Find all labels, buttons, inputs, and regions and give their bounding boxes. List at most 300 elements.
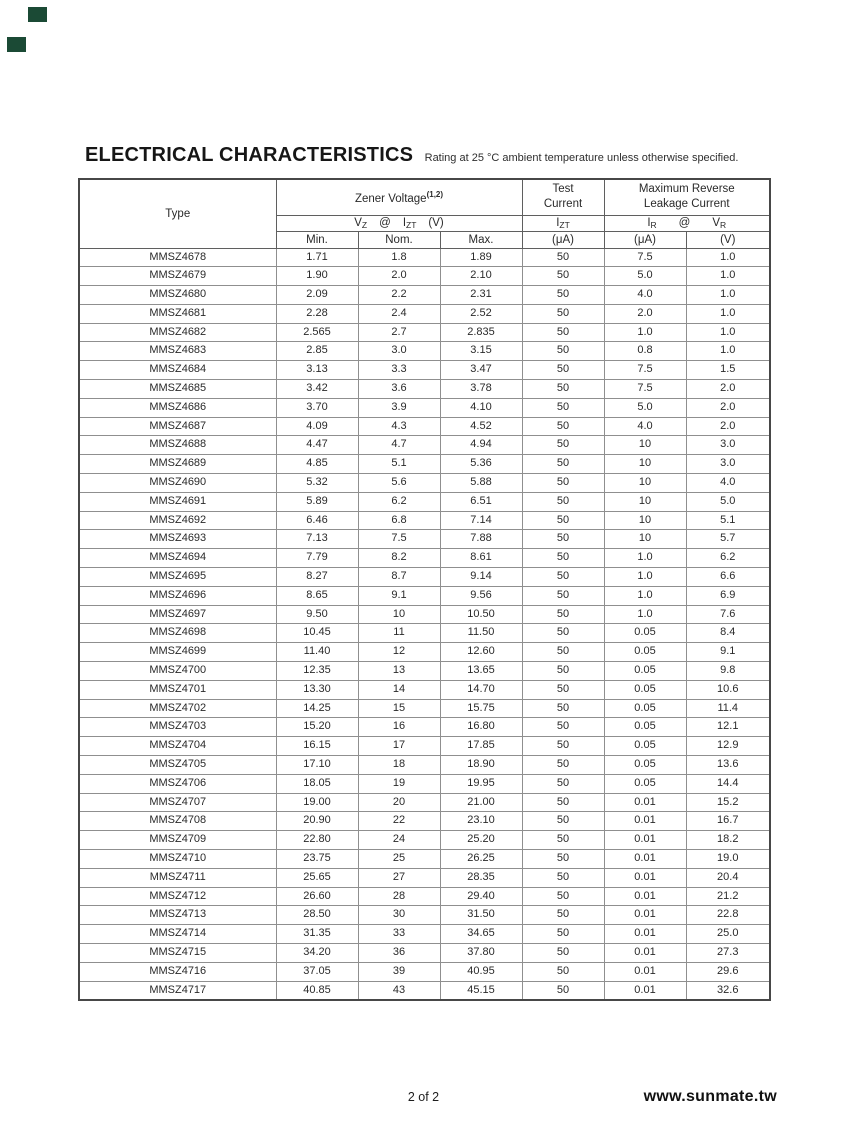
table-row bbox=[79, 943, 770, 962]
vr-cell: 10.6 bbox=[686, 680, 770, 699]
vz-max-cell: 4.10 bbox=[440, 398, 522, 417]
ir-cell: 0.01 bbox=[604, 925, 686, 944]
type-cell: MMSZ4700 bbox=[79, 662, 276, 681]
ir-cell: 10 bbox=[604, 511, 686, 530]
vz-min-cell: 19.00 bbox=[276, 793, 358, 812]
type-cell: MMSZ4704 bbox=[79, 737, 276, 756]
corner-mark bbox=[28, 7, 47, 22]
table-row bbox=[79, 793, 770, 812]
type-cell: MMSZ4714 bbox=[79, 925, 276, 944]
table-row bbox=[79, 248, 770, 267]
vz-max-cell: 10.50 bbox=[440, 605, 522, 624]
ir-cell: 5.0 bbox=[604, 398, 686, 417]
vz-min-cell: 34.20 bbox=[276, 943, 358, 962]
vr-cell: 1.0 bbox=[686, 267, 770, 286]
vz-max-cell: 14.70 bbox=[440, 680, 522, 699]
type-cell: MMSZ4708 bbox=[79, 812, 276, 831]
vr-cell: 2.0 bbox=[686, 380, 770, 399]
izt-cell: 50 bbox=[522, 831, 604, 850]
ir-cell: 0.05 bbox=[604, 718, 686, 737]
table-row bbox=[79, 718, 770, 737]
ir-cell: 1.0 bbox=[604, 549, 686, 568]
vz-max-cell: 31.50 bbox=[440, 906, 522, 925]
vr-cell: 5.1 bbox=[686, 511, 770, 530]
vz-nom-cell: 25 bbox=[358, 850, 440, 869]
table-row bbox=[79, 323, 770, 342]
vz-symbol: $V_Z$ bbox=[354, 216, 368, 230]
type-cell: MMSZ4690 bbox=[79, 474, 276, 493]
table-row bbox=[79, 455, 770, 474]
vr-cell: 19.0 bbox=[686, 850, 770, 869]
ir-cell: 0.01 bbox=[604, 850, 686, 869]
ir-cell: 5.0 bbox=[604, 267, 686, 286]
izt-cell: 50 bbox=[522, 718, 604, 737]
vz-min-cell: 37.05 bbox=[276, 962, 358, 981]
vz-min-cell: 2.565 bbox=[276, 323, 358, 342]
type-cell: MMSZ4711 bbox=[79, 868, 276, 887]
vz-min-cell: 8.27 bbox=[276, 568, 358, 587]
izt-cell: 50 bbox=[522, 342, 604, 361]
vz-nom-cell: 2.7 bbox=[358, 323, 440, 342]
vz-min-cell: 14.25 bbox=[276, 699, 358, 718]
ir-cell: 1.0 bbox=[604, 586, 686, 605]
page-title: ELECTRICAL CHARACTERISTICS bbox=[85, 144, 414, 166]
vr-cell: 32.6 bbox=[686, 981, 770, 1000]
type-cell: MMSZ4683 bbox=[79, 342, 276, 361]
type-cell: MMSZ4703 bbox=[79, 718, 276, 737]
izt-subheader: $I_{ZT}$ bbox=[522, 215, 604, 231]
ir-cell: 10 bbox=[604, 455, 686, 474]
izt-cell: 50 bbox=[522, 756, 604, 775]
table-row bbox=[79, 756, 770, 775]
vz-max-cell: 25.20 bbox=[440, 831, 522, 850]
electrical-characteristics-table bbox=[78, 178, 771, 1001]
ir-cell: 10 bbox=[604, 492, 686, 511]
vz-nom-cell: 39 bbox=[358, 962, 440, 981]
zener-voltage-label: Zener Voltage bbox=[354, 192, 427, 205]
vr-cell: 1.0 bbox=[686, 286, 770, 305]
ir-cell: 0.05 bbox=[604, 699, 686, 718]
vz-nom-cell: 3.0 bbox=[358, 342, 440, 361]
vz-nom-cell: 4.7 bbox=[358, 436, 440, 455]
vr-cell: 3.0 bbox=[686, 436, 770, 455]
izt-cell: 50 bbox=[522, 868, 604, 887]
vz-max-cell: 23.10 bbox=[440, 812, 522, 831]
izt-cell: 50 bbox=[522, 568, 604, 587]
vr-cell: 6.2 bbox=[686, 549, 770, 568]
izt-cell: 50 bbox=[522, 323, 604, 342]
table-row bbox=[79, 906, 770, 925]
vz-max-cell: 2.10 bbox=[440, 267, 522, 286]
izt-cell: 50 bbox=[522, 474, 604, 493]
izt-cell: 50 bbox=[522, 887, 604, 906]
table-row bbox=[79, 380, 770, 399]
vr-unit-header: (V) bbox=[686, 231, 770, 248]
type-cell: MMSZ4712 bbox=[79, 887, 276, 906]
vz-max-cell: 4.94 bbox=[440, 436, 522, 455]
type-cell: MMSZ4698 bbox=[79, 624, 276, 643]
ir-cell: 0.01 bbox=[604, 868, 686, 887]
izt-cell: 50 bbox=[522, 774, 604, 793]
type-cell: MMSZ4701 bbox=[79, 680, 276, 699]
vz-nom-cell: 27 bbox=[358, 868, 440, 887]
vz-nom-cell: 28 bbox=[358, 887, 440, 906]
ir-cell: 10 bbox=[604, 436, 686, 455]
type-cell: MMSZ4686 bbox=[79, 398, 276, 417]
vz-min-cell: 8.65 bbox=[276, 586, 358, 605]
vz-nom-cell: 4.3 bbox=[358, 417, 440, 436]
izt-cell: 50 bbox=[522, 605, 604, 624]
vz-min-cell: 11.40 bbox=[276, 643, 358, 662]
ir-cell: 4.0 bbox=[604, 417, 686, 436]
vr-cell: 9.1 bbox=[686, 643, 770, 662]
table-row bbox=[79, 887, 770, 906]
izt-cell: 50 bbox=[522, 304, 604, 323]
vz-max-cell: 2.835 bbox=[440, 323, 522, 342]
vz-max-cell: 40.95 bbox=[440, 962, 522, 981]
ir-cell: 0.01 bbox=[604, 831, 686, 850]
table-row bbox=[79, 568, 770, 587]
izt-cell: 50 bbox=[522, 511, 604, 530]
vz-nom-cell: 19 bbox=[358, 774, 440, 793]
vz-min-cell: 31.35 bbox=[276, 925, 358, 944]
vz-nom-cell: 8.7 bbox=[358, 568, 440, 587]
vz-max-cell: 45.15 bbox=[440, 981, 522, 1000]
type-cell: MMSZ4691 bbox=[79, 492, 276, 511]
vz-nom-cell: 17 bbox=[358, 737, 440, 756]
type-cell: MMSZ4715 bbox=[79, 943, 276, 962]
website-url: www.sunmate.tw bbox=[643, 1088, 777, 1105]
vz-nom-cell: 10 bbox=[358, 605, 440, 624]
vr-cell: 12.9 bbox=[686, 737, 770, 756]
vz-nom-cell: 7.5 bbox=[358, 530, 440, 549]
vr-cell: 22.8 bbox=[686, 906, 770, 925]
vr-cell: 13.6 bbox=[686, 756, 770, 775]
table-row bbox=[79, 981, 770, 1000]
table-row bbox=[79, 680, 770, 699]
test-current-line1: Test bbox=[552, 183, 574, 196]
vz-nom-cell: 22 bbox=[358, 812, 440, 831]
vz-nom-cell: 13 bbox=[358, 662, 440, 681]
table-row bbox=[79, 304, 770, 323]
vz-nom-cell: 11 bbox=[358, 624, 440, 643]
vz-min-cell: 2.85 bbox=[276, 342, 358, 361]
vr-cell: 14.4 bbox=[686, 774, 770, 793]
vr-cell: 5.0 bbox=[686, 492, 770, 511]
izt-cell: 50 bbox=[522, 981, 604, 1000]
vr-cell: 27.3 bbox=[686, 943, 770, 962]
ir-unit-header: (μA) bbox=[604, 231, 686, 248]
ir-cell: 1.0 bbox=[604, 605, 686, 624]
table-row bbox=[79, 868, 770, 887]
page-subtitle: Rating at 25 °C ambient temperature unless otherwise specified. bbox=[424, 152, 739, 164]
izt-cell: 50 bbox=[522, 398, 604, 417]
vz-max-cell: 17.85 bbox=[440, 737, 522, 756]
type-cell: MMSZ4706 bbox=[79, 774, 276, 793]
type-cell: MMSZ4695 bbox=[79, 568, 276, 587]
vz-min-cell: 15.20 bbox=[276, 718, 358, 737]
min-column-header: Min. bbox=[276, 231, 358, 248]
ir-cell: 0.01 bbox=[604, 887, 686, 906]
table-row bbox=[79, 511, 770, 530]
izt-cell: 50 bbox=[522, 624, 604, 643]
izt-cell: 50 bbox=[522, 680, 604, 699]
izt-cell: 50 bbox=[522, 906, 604, 925]
table-row bbox=[79, 925, 770, 944]
vz-max-cell: 18.90 bbox=[440, 756, 522, 775]
vz-nom-cell: 3.3 bbox=[358, 361, 440, 380]
type-cell: MMSZ4692 bbox=[79, 511, 276, 530]
footnote-ref: (1,2) bbox=[426, 189, 444, 199]
izt-cell: 50 bbox=[522, 850, 604, 869]
vz-nom-cell: 3.6 bbox=[358, 380, 440, 399]
ir-cell: 0.01 bbox=[604, 793, 686, 812]
vz-min-cell: 13.30 bbox=[276, 680, 358, 699]
vz-max-cell: 28.35 bbox=[440, 868, 522, 887]
ir-cell: 7.5 bbox=[604, 380, 686, 399]
vz-min-cell: 7.13 bbox=[276, 530, 358, 549]
vz-max-cell: 13.65 bbox=[440, 662, 522, 681]
vr-cell: 2.0 bbox=[686, 398, 770, 417]
table-row bbox=[79, 774, 770, 793]
vz-max-cell: 16.80 bbox=[440, 718, 522, 737]
type-cell: MMSZ4679 bbox=[79, 267, 276, 286]
max-column-header: Max. bbox=[440, 231, 522, 248]
ir-cell: 7.5 bbox=[604, 248, 686, 267]
izt-cell: 50 bbox=[522, 436, 604, 455]
vz-nom-cell: 6.8 bbox=[358, 511, 440, 530]
table-row bbox=[79, 549, 770, 568]
table-row bbox=[79, 398, 770, 417]
ir-cell: 0.8 bbox=[604, 342, 686, 361]
leakage-line2: Leakage Current bbox=[643, 198, 730, 211]
vz-min-cell: 28.50 bbox=[276, 906, 358, 925]
vz-min-cell: 2.09 bbox=[276, 286, 358, 305]
vr-cell: 21.2 bbox=[686, 887, 770, 906]
vr-cell: 1.0 bbox=[686, 342, 770, 361]
vz-nom-cell: 24 bbox=[358, 831, 440, 850]
vr-cell: 5.7 bbox=[686, 530, 770, 549]
table-row bbox=[79, 850, 770, 869]
type-cell: MMSZ4710 bbox=[79, 850, 276, 869]
table-row bbox=[79, 492, 770, 511]
type-cell: MMSZ4687 bbox=[79, 417, 276, 436]
vz-min-cell: 20.90 bbox=[276, 812, 358, 831]
type-cell: MMSZ4716 bbox=[79, 962, 276, 981]
vz-max-cell: 6.51 bbox=[440, 492, 522, 511]
vz-min-cell: 2.28 bbox=[276, 304, 358, 323]
vr-cell: 3.0 bbox=[686, 455, 770, 474]
vr-cell: 20.4 bbox=[686, 868, 770, 887]
table-row bbox=[79, 737, 770, 756]
vz-nom-cell: 20 bbox=[358, 793, 440, 812]
type-cell: MMSZ4709 bbox=[79, 831, 276, 850]
test-current-header bbox=[522, 179, 604, 215]
nom-column-header: Nom. bbox=[358, 231, 440, 248]
vr-cell: 8.4 bbox=[686, 624, 770, 643]
zener-voltage-header bbox=[276, 179, 522, 215]
ir-symbol: $I_R$ bbox=[647, 216, 657, 230]
izt-cell: 50 bbox=[522, 248, 604, 267]
vz-min-cell: 9.50 bbox=[276, 605, 358, 624]
vz-max-cell: 29.40 bbox=[440, 887, 522, 906]
vz-max-cell: 5.88 bbox=[440, 474, 522, 493]
vz-min-cell: 10.45 bbox=[276, 624, 358, 643]
type-column-header: Type bbox=[79, 179, 276, 248]
leakage-line1: Maximum Reverse bbox=[638, 183, 735, 196]
izt-cell: 50 bbox=[522, 267, 604, 286]
izt-cell: 50 bbox=[522, 943, 604, 962]
vz-max-cell: 9.56 bbox=[440, 586, 522, 605]
table-row bbox=[79, 586, 770, 605]
table-row bbox=[79, 342, 770, 361]
vz-max-cell: 21.00 bbox=[440, 793, 522, 812]
vr-symbol: $V_R$ bbox=[712, 216, 727, 230]
vz-min-cell: 25.65 bbox=[276, 868, 358, 887]
izt-cell: 50 bbox=[522, 492, 604, 511]
vr-cell: 1.5 bbox=[686, 361, 770, 380]
type-cell: MMSZ4694 bbox=[79, 549, 276, 568]
type-cell: MMSZ4678 bbox=[79, 248, 276, 267]
type-cell: MMSZ4685 bbox=[79, 380, 276, 399]
type-cell: MMSZ4702 bbox=[79, 699, 276, 718]
ir-cell: 0.01 bbox=[604, 812, 686, 831]
ir-cell: 2.0 bbox=[604, 304, 686, 323]
vz-nom-cell: 9.1 bbox=[358, 586, 440, 605]
table-row bbox=[79, 474, 770, 493]
table-body bbox=[79, 248, 770, 1000]
vz-max-cell: 7.14 bbox=[440, 511, 522, 530]
at-sign: @ bbox=[678, 216, 691, 229]
vr-cell: 7.6 bbox=[686, 605, 770, 624]
type-cell: MMSZ4684 bbox=[79, 361, 276, 380]
vz-min-cell: 12.35 bbox=[276, 662, 358, 681]
table-row bbox=[79, 662, 770, 681]
type-cell: MMSZ4693 bbox=[79, 530, 276, 549]
izt-cell: 50 bbox=[522, 643, 604, 662]
vz-min-cell: 1.90 bbox=[276, 267, 358, 286]
vr-cell: 25.0 bbox=[686, 925, 770, 944]
table-row bbox=[79, 436, 770, 455]
izt-cell: 50 bbox=[522, 530, 604, 549]
vz-min-cell: 4.85 bbox=[276, 455, 358, 474]
type-cell: MMSZ4713 bbox=[79, 906, 276, 925]
vr-cell: 1.0 bbox=[686, 248, 770, 267]
table-row bbox=[79, 624, 770, 643]
izt-cell: 50 bbox=[522, 662, 604, 681]
ir-cell: 10 bbox=[604, 474, 686, 493]
ir-cell: 10 bbox=[604, 530, 686, 549]
vz-at-izt-subheader bbox=[276, 215, 522, 231]
vr-cell: 2.0 bbox=[686, 417, 770, 436]
vz-max-cell: 3.47 bbox=[440, 361, 522, 380]
vr-cell: 9.8 bbox=[686, 662, 770, 681]
type-cell: MMSZ4688 bbox=[79, 436, 276, 455]
vz-min-cell: 18.05 bbox=[276, 774, 358, 793]
izt-symbol: $I_{ZT}$ bbox=[402, 216, 417, 230]
vz-max-cell: 3.15 bbox=[440, 342, 522, 361]
izt-cell: 50 bbox=[522, 417, 604, 436]
ir-cell: 0.05 bbox=[604, 774, 686, 793]
izt-cell: 50 bbox=[522, 361, 604, 380]
vz-min-cell: 3.70 bbox=[276, 398, 358, 417]
vz-max-cell: 8.61 bbox=[440, 549, 522, 568]
table-row bbox=[79, 643, 770, 662]
vz-nom-cell: 1.8 bbox=[358, 248, 440, 267]
table-row bbox=[79, 962, 770, 981]
corner-mark bbox=[7, 37, 26, 52]
vz-nom-cell: 43 bbox=[358, 981, 440, 1000]
vr-cell: 18.2 bbox=[686, 831, 770, 850]
vz-nom-cell: 5.6 bbox=[358, 474, 440, 493]
vr-cell: 4.0 bbox=[686, 474, 770, 493]
leakage-current-header bbox=[604, 179, 770, 215]
table-row bbox=[79, 812, 770, 831]
vz-nom-cell: 3.9 bbox=[358, 398, 440, 417]
type-cell: MMSZ4689 bbox=[79, 455, 276, 474]
vz-nom-cell: 15 bbox=[358, 699, 440, 718]
ir-cell: 4.0 bbox=[604, 286, 686, 305]
izt-cell: 50 bbox=[522, 962, 604, 981]
vz-min-cell: 3.42 bbox=[276, 380, 358, 399]
izt-cell: 50 bbox=[522, 380, 604, 399]
izt-cell: 50 bbox=[522, 812, 604, 831]
vz-min-cell: 40.85 bbox=[276, 981, 358, 1000]
ir-at-vr-subheader bbox=[604, 215, 770, 231]
ir-cell: 1.0 bbox=[604, 323, 686, 342]
ir-cell: 0.05 bbox=[604, 662, 686, 681]
vz-nom-cell: 2.2 bbox=[358, 286, 440, 305]
vz-max-cell: 11.50 bbox=[440, 624, 522, 643]
vr-cell: 15.2 bbox=[686, 793, 770, 812]
izt-cell: 50 bbox=[522, 549, 604, 568]
izt-cell: 50 bbox=[522, 455, 604, 474]
ir-cell: 0.01 bbox=[604, 962, 686, 981]
ir-cell: 0.05 bbox=[604, 624, 686, 643]
vz-nom-cell: 2.4 bbox=[358, 304, 440, 323]
volt-unit: (V) bbox=[428, 216, 444, 229]
table-row bbox=[79, 605, 770, 624]
ir-cell: 0.05 bbox=[604, 737, 686, 756]
ir-cell: 0.05 bbox=[604, 756, 686, 775]
type-cell: MMSZ4697 bbox=[79, 605, 276, 624]
table-row bbox=[79, 361, 770, 380]
type-cell: MMSZ4717 bbox=[79, 981, 276, 1000]
type-cell: MMSZ4681 bbox=[79, 304, 276, 323]
vz-nom-cell: 6.2 bbox=[358, 492, 440, 511]
type-cell: MMSZ4705 bbox=[79, 756, 276, 775]
vz-nom-cell: 8.2 bbox=[358, 549, 440, 568]
vz-min-cell: 4.47 bbox=[276, 436, 358, 455]
vz-min-cell: 23.75 bbox=[276, 850, 358, 869]
ir-cell: 0.01 bbox=[604, 906, 686, 925]
izt-cell: 50 bbox=[522, 793, 604, 812]
vz-max-cell: 37.80 bbox=[440, 943, 522, 962]
table-row bbox=[79, 267, 770, 286]
vz-min-cell: 3.13 bbox=[276, 361, 358, 380]
vz-min-cell: 16.15 bbox=[276, 737, 358, 756]
vz-max-cell: 12.60 bbox=[440, 643, 522, 662]
izt-cell: 50 bbox=[522, 286, 604, 305]
vz-min-cell: 17.10 bbox=[276, 756, 358, 775]
vz-nom-cell: 5.1 bbox=[358, 455, 440, 474]
vz-min-cell: 6.46 bbox=[276, 511, 358, 530]
table-row bbox=[79, 530, 770, 549]
ir-cell: 7.5 bbox=[604, 361, 686, 380]
vz-min-cell: 5.32 bbox=[276, 474, 358, 493]
vz-max-cell: 19.95 bbox=[440, 774, 522, 793]
vz-min-cell: 5.89 bbox=[276, 492, 358, 511]
